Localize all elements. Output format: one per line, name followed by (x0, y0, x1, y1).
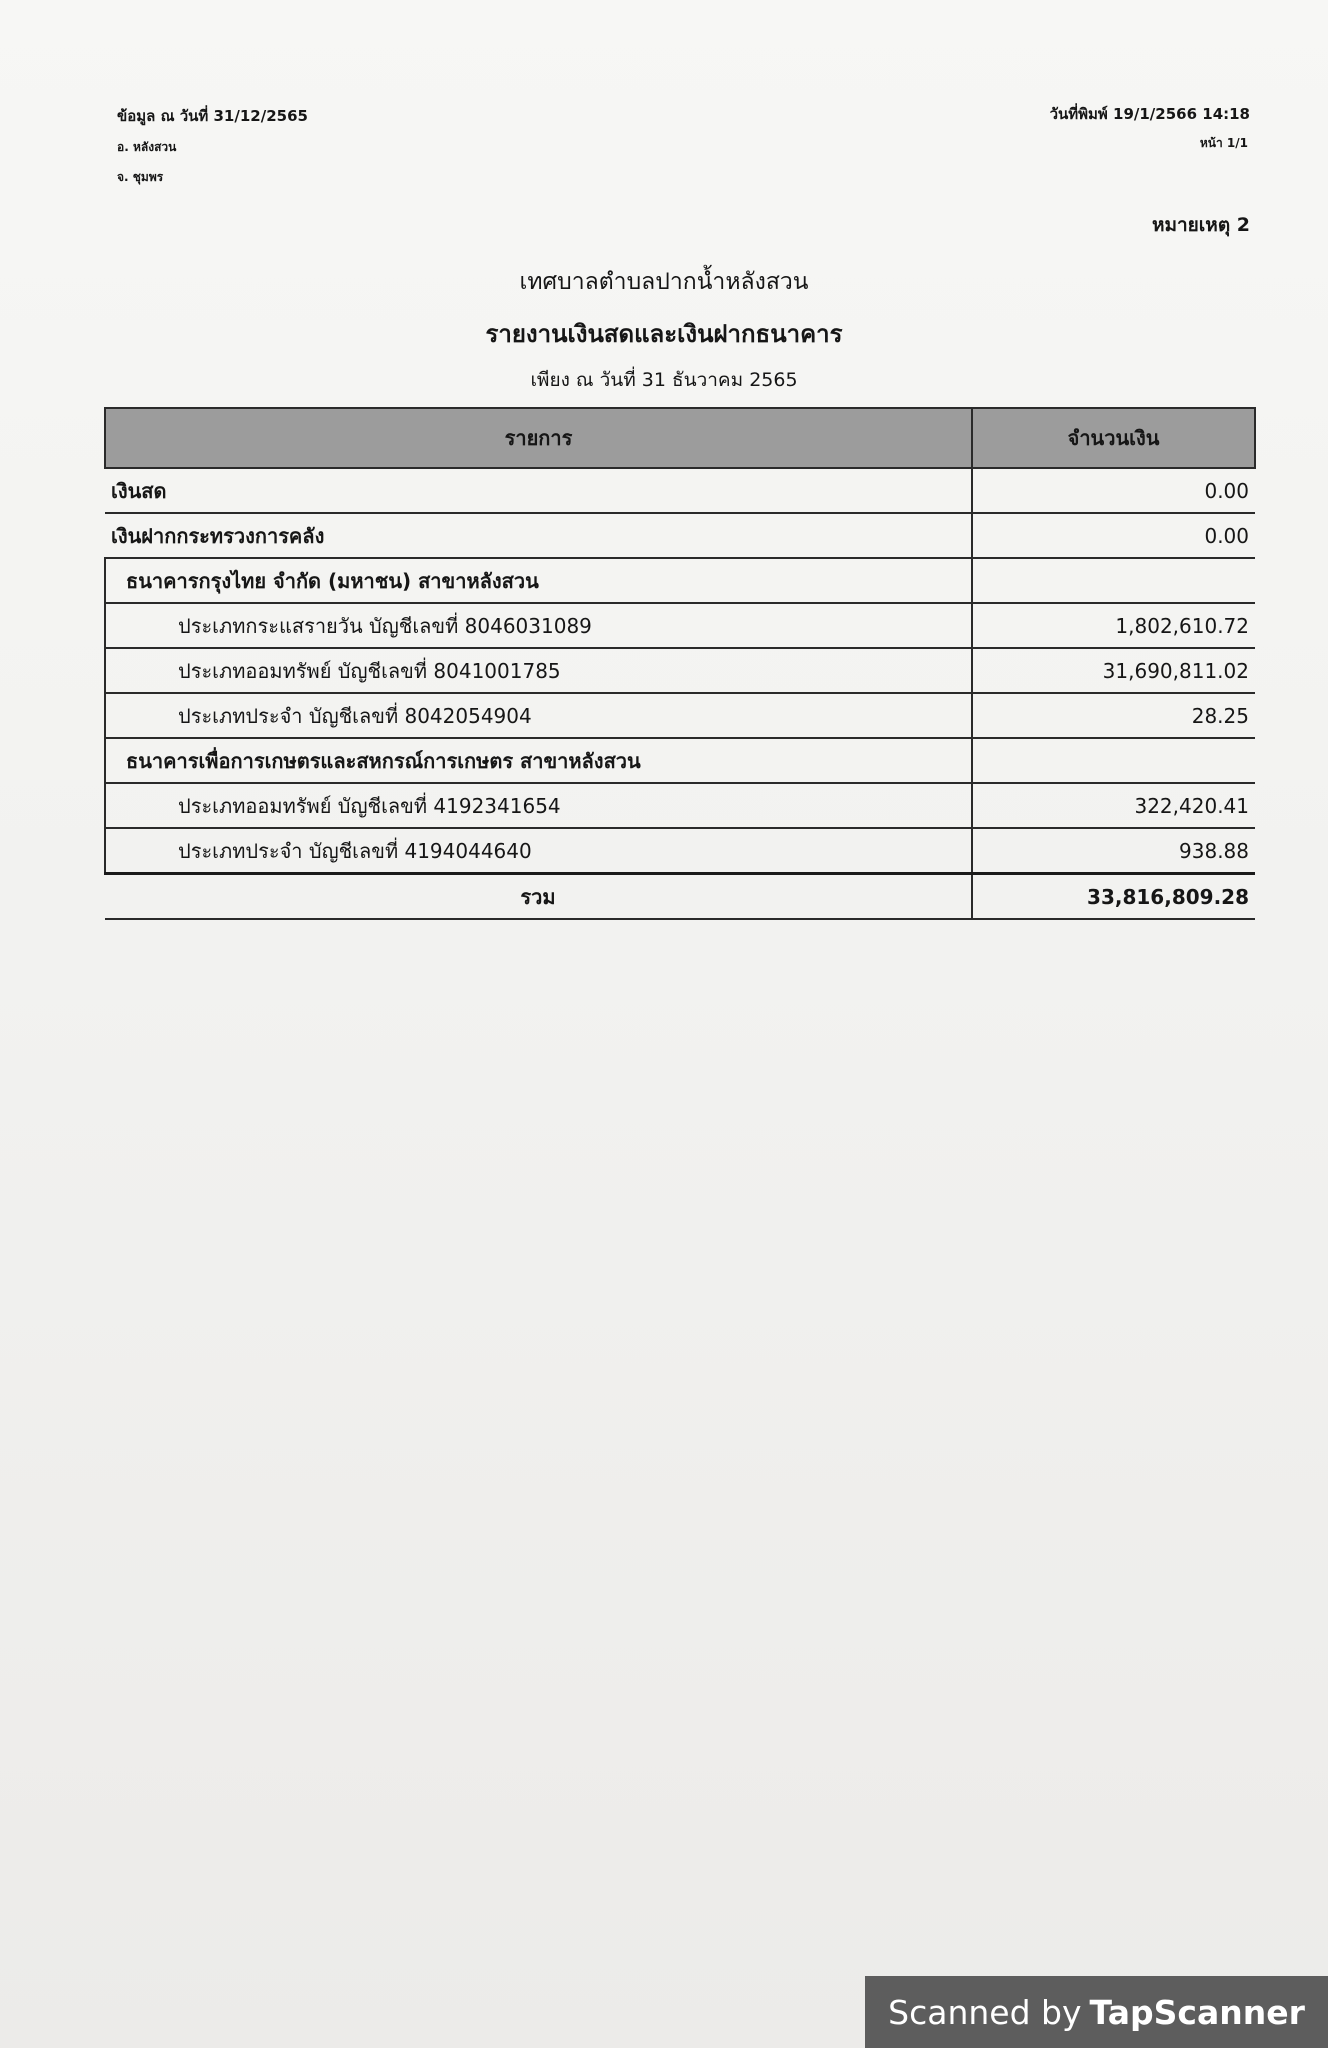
page-number: หน้า 1/1 (1199, 136, 1248, 150)
table-row (105, 783, 1255, 828)
table-row-bank-baac (105, 738, 1255, 783)
row-label: เงินฝากกระทรวงการคลัง (105, 513, 972, 558)
table-header-row (105, 408, 1255, 468)
data-as-of-date: ข้อมูล ณ วันที่ 31/12/2565 (117, 107, 308, 125)
table-row-bank-ktb (105, 558, 1255, 603)
row-amount: 0.00 (972, 468, 1255, 513)
row-amount: 0.00 (972, 513, 1255, 558)
bank-name: ธนาคารเพื่อการเกษตรและสหกรณ์การเกษตร สาขาหลังสวน (105, 738, 972, 783)
table-row (105, 648, 1255, 693)
column-header-amount: จำนวนเงิน (972, 408, 1255, 468)
table-row-treasury (105, 513, 1255, 558)
scanner-watermark (865, 1976, 1328, 2048)
account-label: ประเภทออมทรัพย์ บัญชีเลขที่ 8041001785 (105, 648, 972, 693)
organization-title: เทศบาลตำบลปากน้ำหลังสวน (519, 269, 809, 295)
table-row-total (105, 874, 1255, 920)
account-label: ประเภทประจำ บัญชีเลขที่ 4194044640 (105, 828, 972, 874)
cash-deposit-table (104, 407, 1256, 920)
row-amount: 31,690,811.02 (972, 648, 1255, 693)
row-label: เงินสด (105, 468, 972, 513)
print-date: วันที่พิมพ์ 19/1/2566 14:18 (1049, 105, 1250, 123)
watermark-brand: TapScanner (1089, 1992, 1305, 2032)
total-amount: 33,816,809.28 (972, 874, 1255, 920)
row-amount: 322,420.41 (972, 783, 1255, 828)
row-amount: 28.25 (972, 693, 1255, 738)
bank-name: ธนาคารกรุงไทย จำกัด (มหาชน) สาขาหลังสวน (105, 558, 972, 603)
note-label: หมายเหตุ 2 (1151, 214, 1250, 236)
table-row (105, 603, 1255, 648)
account-label: ประเภทประจำ บัญชีเลขที่ 8042054904 (105, 693, 972, 738)
province-label: จ. ชุมพร (117, 170, 164, 184)
table-row (105, 828, 1255, 874)
table-row-cash (105, 468, 1255, 513)
report-title: รายงานเงินสดและเงินฝากธนาคาร (485, 320, 843, 348)
table-row (105, 693, 1255, 738)
row-amount (972, 558, 1255, 603)
total-label: รวม (105, 874, 972, 920)
column-header-item: รายการ (105, 408, 972, 468)
row-amount: 1,802,610.72 (972, 603, 1255, 648)
district-label: อ. หลังสวน (117, 140, 177, 154)
watermark-prefix: Scanned by (888, 1992, 1082, 2032)
report-date: เพียง ณ วันที่ 31 ธันวาคม 2565 (530, 369, 798, 391)
account-label: ประเภทกระแสรายวัน บัญชีเลขที่ 8046031089 (105, 603, 972, 648)
row-amount (972, 738, 1255, 783)
row-amount: 938.88 (972, 828, 1255, 874)
account-label: ประเภทออมทรัพย์ บัญชีเลขที่ 4192341654 (105, 783, 972, 828)
